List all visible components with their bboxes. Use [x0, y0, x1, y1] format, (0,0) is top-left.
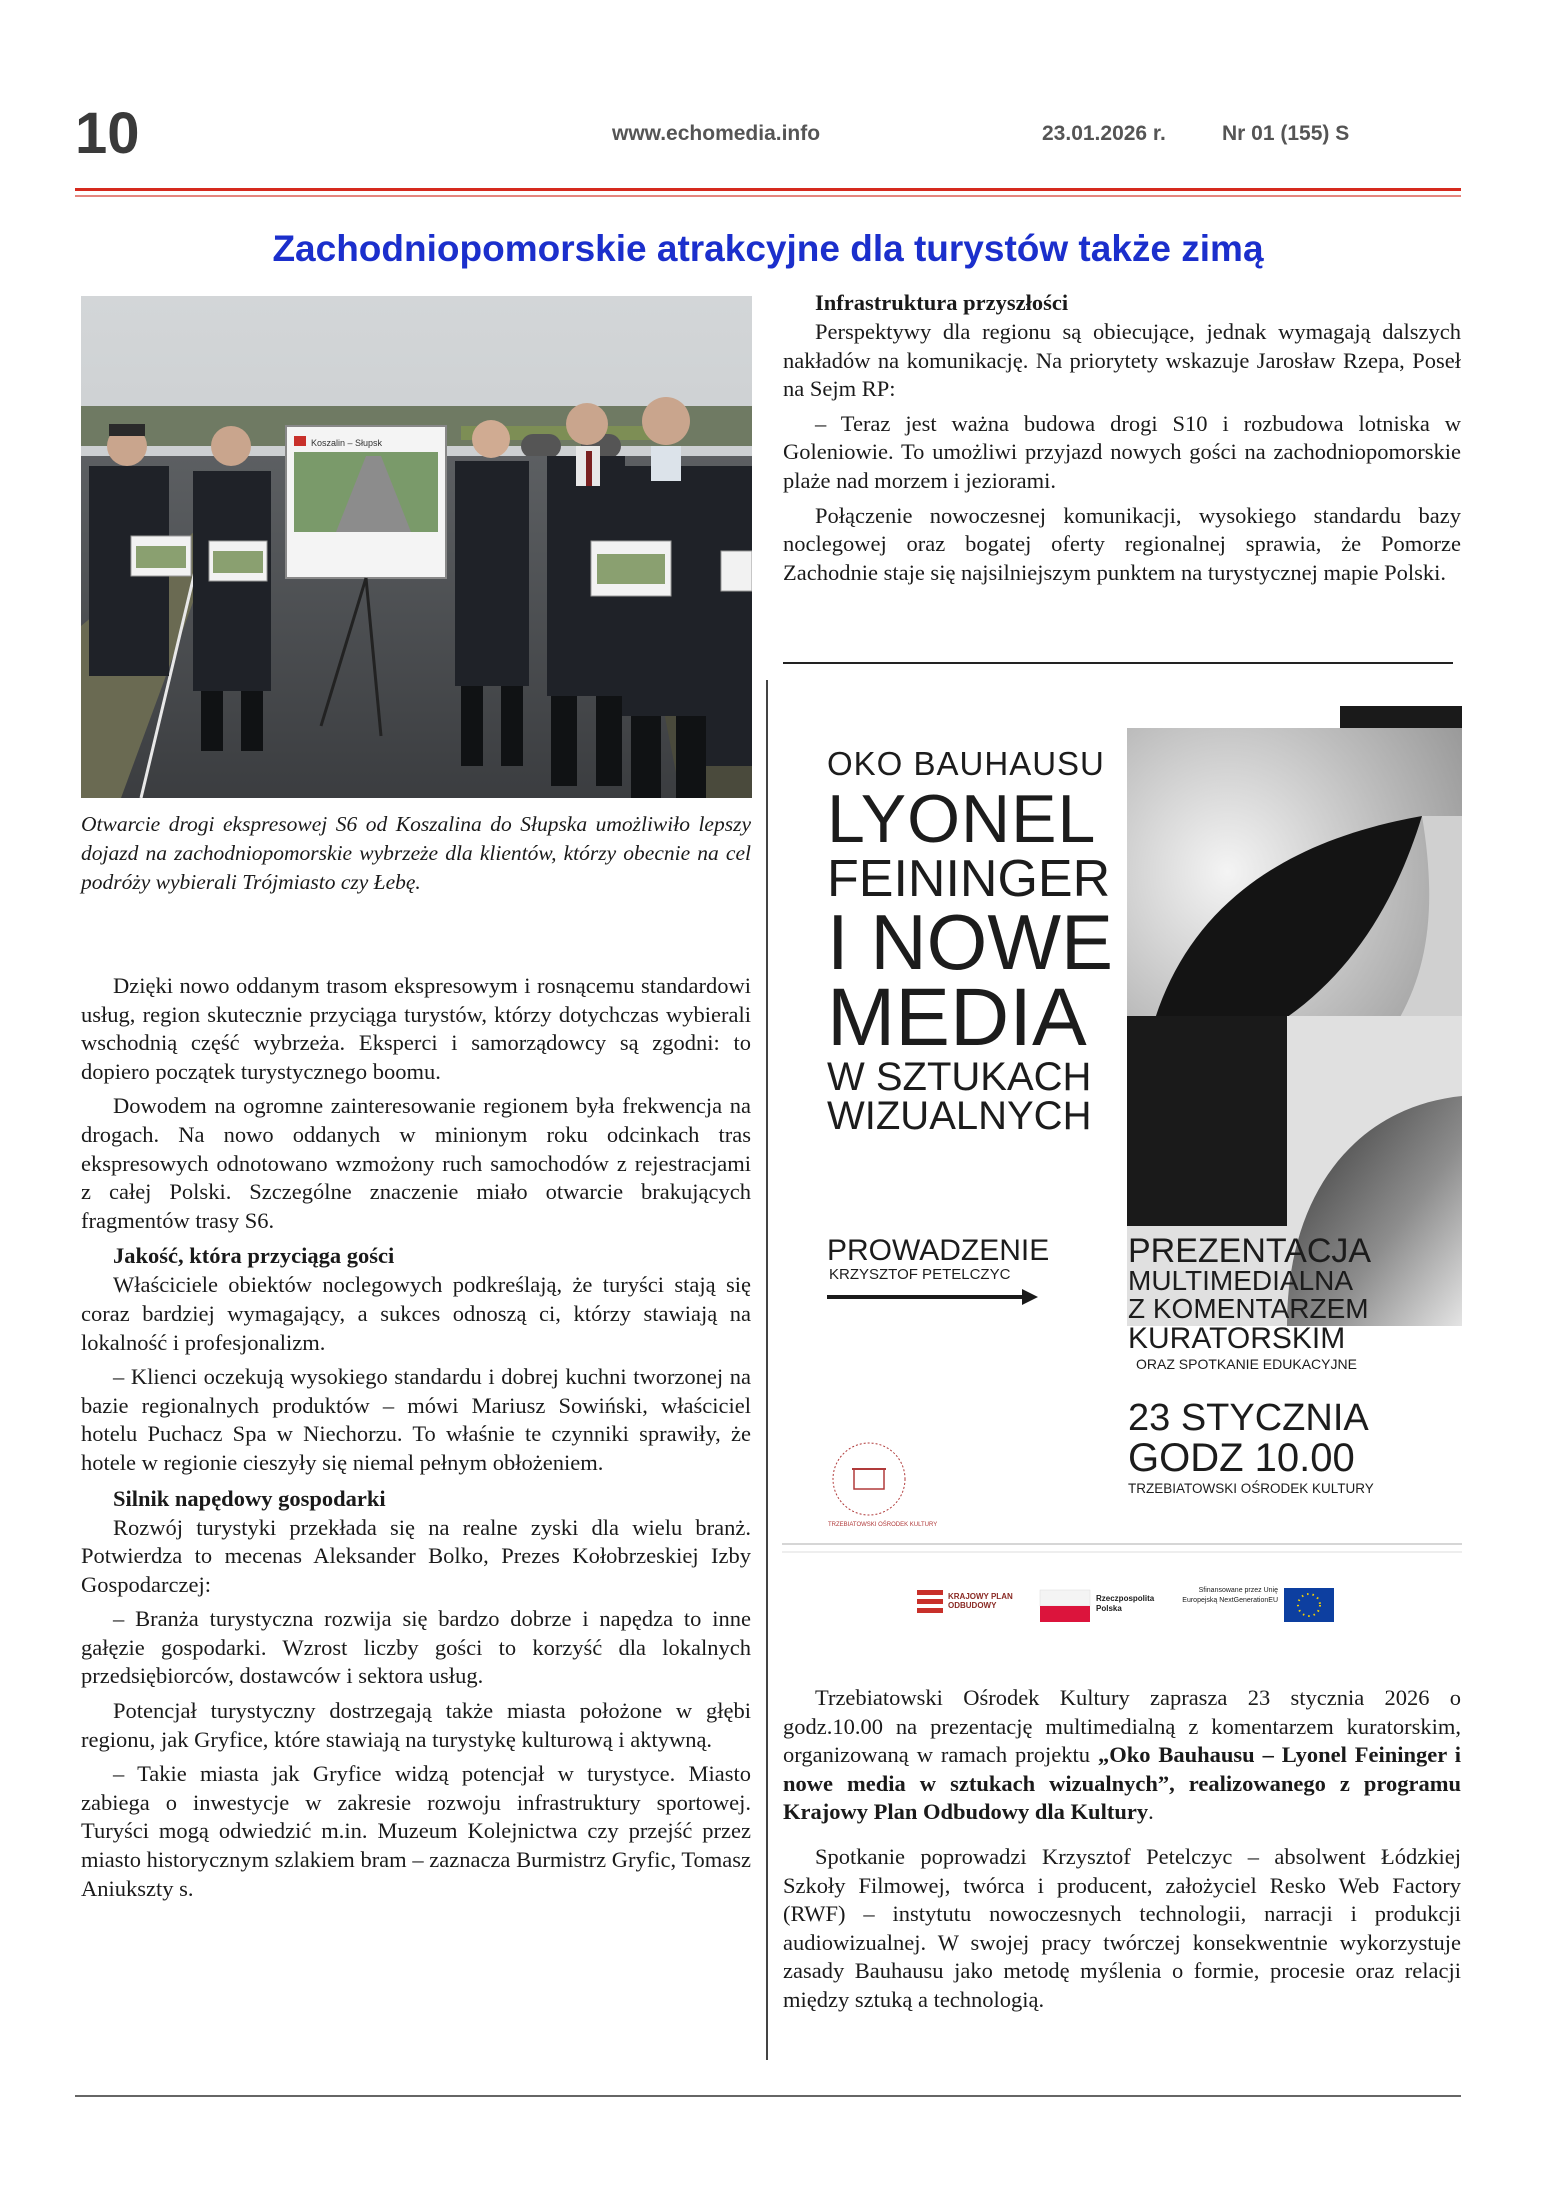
- photo-sign-text: Koszalin – Słupsk: [311, 438, 383, 448]
- footer-rule: [75, 2095, 1461, 2097]
- poster-pres-3: Z KOMENTARZEM: [1128, 1293, 1369, 1324]
- subheading: Infrastruktura przyszłości: [815, 290, 1069, 315]
- page-number: 10: [75, 101, 140, 166]
- article-headline: Zachodniopomorskie atrakcyjne dla turystów także zimą: [272, 228, 1264, 269]
- subheading: Jakość, która przyciąga gości: [113, 1243, 395, 1269]
- paragraph: Potencjał turystyczny dostrzegają także miasta położone w głębi regionu, jak Gryfice, które stawiają na turystykę kulturową i aktywną.: [81, 1698, 751, 1752]
- poster-pres-2: MULTIMEDIALNA: [1128, 1265, 1354, 1296]
- poster-date: 23 STYCZNIA: [1128, 1397, 1369, 1439]
- paragraph: Spotkanie poprowadzi Krzysztof Petelczyc – absolwent Łódzkiej Szkoły Filmowej, twórca i producent, założyciel Resko Web Factory (RWF) – instytutu nowoczesnych technologii, narracji i produkcji audiowizualnej. W swojej pracy twórczej konsekwentnie wykorzystuje zasady Bauhausu jako metodę myślenia o formie, procesie oraz relacji między sztuką a technologią.: [783, 1843, 1461, 2012]
- poster-title-4: MEDIA: [827, 972, 1087, 1063]
- issue-date: 23.01.2026 r.: [1042, 122, 1166, 145]
- article-right-top: [783, 288, 1461, 593]
- paragraph: Połączenie nowoczesnej komunikacji, wysokiego standardu bazy noclegowej oraz bogatej oferty regionalnej sprawia, że Pomorze Zachodnie staje się najsilniejszym punktem na turystycznej mapie Polski.: [783, 502, 1461, 585]
- poster-title-6: WIZUALNYCH: [827, 1094, 1092, 1138]
- subheading: Silnik napędowy gospodarki: [113, 1485, 386, 1511]
- photo-illustration: [81, 296, 752, 798]
- paragraph: – Klienci oczekują wysokiego standardu i dobrej kuchni tworzonej na bazie regionalnych produktów – mówi Mariusz Sowiński, właściciel hotelu Puchacz Spa w Niechorzu. To właśnie te czynniki sprawiły, że hotele w regionie cieszyły się niemal pełnym obłożeniem.: [81, 1364, 751, 1475]
- paragraph: – Teraz jest ważna budowa drogi S10 i rozbudowa lotniska w Goleniowie. To umożliwi przyjazd nowych gości na zachodniopomorskie plaże nad morzem i jeziorami.: [783, 410, 1461, 493]
- poster-lead-label: PROWADZENIE: [827, 1234, 1050, 1267]
- poster-title-5: W SZTUKACH: [827, 1055, 1092, 1099]
- section-divider: [783, 662, 1453, 664]
- project-name: „Oko Bauhausu – Lyonel Feininger i nowe media w sztukach wizualnych”, realizowanego z programu Krajowy Plan Odbudowy dla Kultury: [783, 1742, 1461, 1825]
- article-photo: [81, 296, 752, 798]
- column-divider: [766, 680, 768, 2060]
- paragraph: Właściciele obiektów noclegowych podkreślają, że turyści stają się coraz bardziej wymagający, a sukces odnoszą ci, którzy stawiają na lokalność i profesjonalizm.: [81, 1272, 751, 1355]
- photo-caption: Otwarcie drogi ekspresowej S6 od Koszalina do Słupska umożliwiło lepszy dojazd na zachodniopomorskie wybrzeże dla klientów, którzy obecnie na cel podróży wybierali Trójmiasto czy Łebę.: [81, 812, 751, 894]
- poster-series: OKO BAUHAUSU: [827, 745, 1105, 782]
- poster-pres-4: KURATORSKIM: [1128, 1322, 1346, 1355]
- poster-title-2: FEININGER: [827, 850, 1111, 908]
- paragraph: Dowodem na ogromne zainteresowanie regionem była frekwencja na drogach. Na nowo oddanych w minionym roku odcinkach tras ekspresowych odnotowano wzmożony ruch samochodów z rejestracjami z całej Polski. Szczególne znaczenie miało otwarcie brakujących fragmentów trasy S6.: [81, 1093, 751, 1233]
- paragraph: Perspektywy dla regionu są obiecujące, jednak wymagają dalszych nakładów na komunikację. Na priorytety wskazuje Jarosław Rzepa, Poseł na Sejm RP:: [783, 319, 1461, 402]
- poster-pres-1: PREZENTACJA: [1128, 1232, 1372, 1270]
- paragraph: Dzięki nowo oddanym trasom ekspresowym i rosnącemu standardowi usług, region skutecznie przyciąga turystów, którzy dotychczas wybierali wschodnią część wybrzeża. Eksperci i samorządowcy są zgodni: to dopiero początek turystycznego boomu.: [81, 973, 751, 1084]
- logo-eu: Sfinansowane przez Unię Europejską NextGenerationEU: [1182, 1587, 1278, 1604]
- event-poster: [782, 686, 1462, 1626]
- article-left-column: [81, 972, 751, 1909]
- poster-pres-5: ORAZ SPOTKANIE EDUKACYJNE: [1136, 1356, 1357, 1372]
- paragraph: Rozwój turystyki przekłada się na realne zyski dla wielu branż. Potwierdza to mecenas Aleksander Bolko, Prezes Kołobrzeskiej Izby Gospodarczej:: [81, 1514, 751, 1597]
- issue-number: Nr 01 (155) S: [1222, 122, 1350, 145]
- logo-kpo: KRAJOWY PLAN ODBUDOWY: [948, 1592, 1013, 1610]
- header-rule-bottom: [75, 195, 1461, 197]
- poster-seal-text: TRZEBIATOWSKI OŚRODEK KULTURY: [828, 1522, 938, 1528]
- paragraph: – Branża turystyczna rozwija się bardzo dobrze i napędza to inne gałęzie gospodarki. Wzrost liczby gości to korzyść dla lokalnych przedsiębiorców, dostawców i sektora usług.: [81, 1606, 751, 1689]
- paragraph: [783, 1684, 1461, 1827]
- poster-title-1: LYONEL: [827, 781, 1097, 857]
- poster-venue: TRZEBIATOWSKI OŚRODEK KULTURY: [1128, 1481, 1374, 1496]
- paragraph-text: Trzebiatowski Ośrodek Kultury zaprasza 23 stycznia 2026 o godz.10.00 na prezentację multimedialną z komentarzem kuratorskim, organizowaną w ramach projektu: [783, 1685, 1461, 1768]
- poster-time: GODZ 10.00: [1128, 1436, 1355, 1480]
- site-url[interactable]: www.echomedia.info: [612, 122, 821, 145]
- poster-title-3: I NOWE: [827, 898, 1113, 986]
- paragraph-text: .: [1148, 1799, 1154, 1825]
- paragraph: – Takie miasta jak Gryfice widzą potencjał w turystyce. Miasto zabiega o inwestycje w zakresie rozwoju infrastruktury sportowej. Turyści mogą odwiedzić m.in. Muzeum Kolejnictwa czy przejść przez miasto historycznym szlakiem bram – zaznacza Burmistrz Gryfic, Tomasz Aniukszty s.: [81, 1761, 751, 1901]
- article-right-bottom: [783, 1684, 1461, 2021]
- poster-lead-name: KRZYSZTOF PETELCZYC: [829, 1266, 1011, 1283]
- header-rule-top: [75, 188, 1461, 191]
- logo-rp: Rzeczpospolita Polska: [1096, 1594, 1155, 1613]
